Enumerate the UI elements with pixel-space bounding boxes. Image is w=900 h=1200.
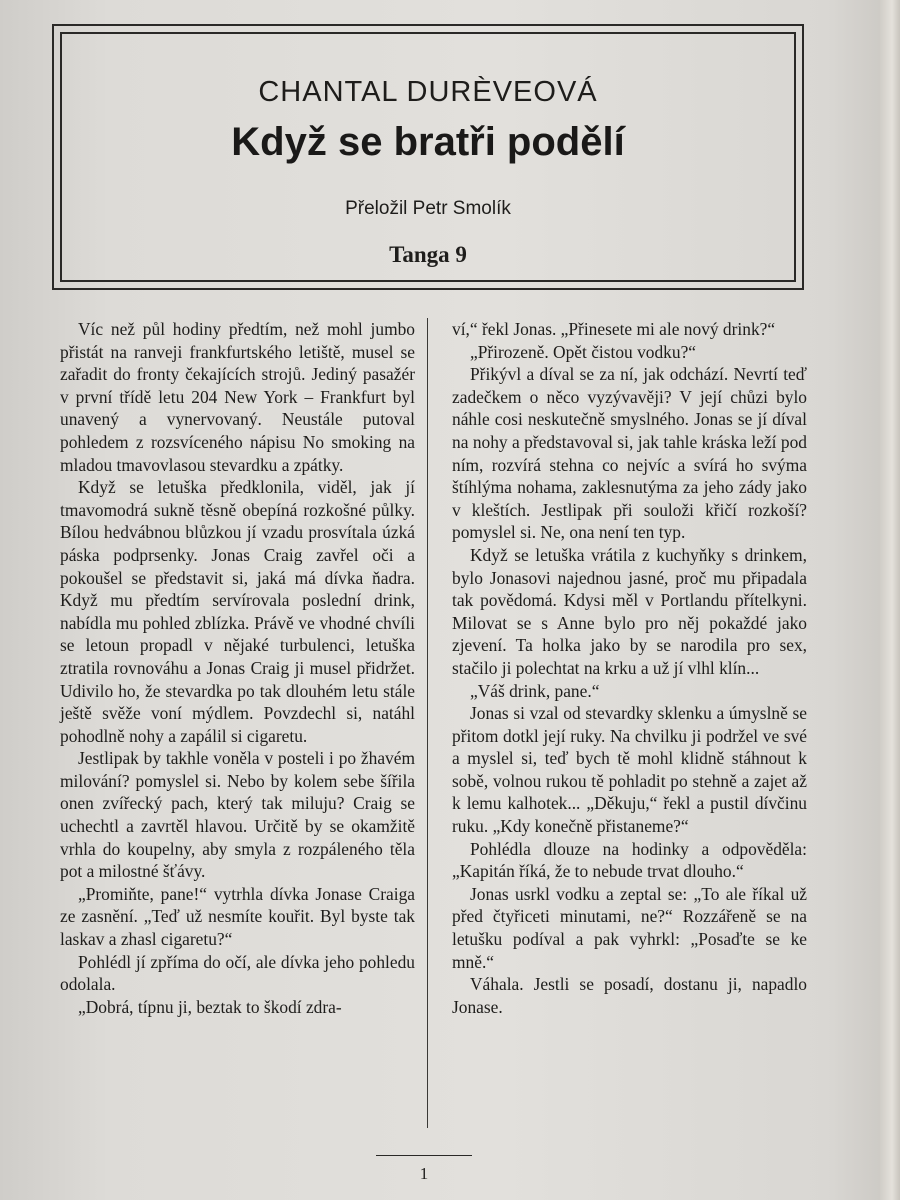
right-column <box>452 318 807 1018</box>
column-divider <box>427 318 428 1128</box>
paragraph: Víc než půl hodiny předtím, než mohl jumbo přistát na ranveji frankfurtského letiště, musel se zařadit do fronty čekajících strojů. Jediný pasažér v první třídě letu 204 New York – Frankfurt byl unavený a vynervovaný. Neustále putoval pohledem z rozsvíceného nápisu No smoking na mladou tmavovlasou stevardku a zpátky. <box>60 319 415 475</box>
left-column <box>60 318 415 1018</box>
paragraph: „Váš drink, pane.“ <box>470 680 600 701</box>
paragraph: Jestlipak by takhle voněla v posteli i po žhavém milování? pomyslel si. Nebo by kolem sebe šířila onen zvířecký pach, který tak miluju? Craig se uchechtl a zavrtěl hlavou. Určitě by se okamžitě vrhla do koupelny, aby smyla z rozpáleného těla pot a milostné šťávy. <box>60 748 415 882</box>
paragraph: „Promiňte, pane!“ vytrhla dívka Jonase Craiga ze zasnění. „Teď už nesmíte kouřit. Byl byste tak laskav a zhasl cigaretu?“ <box>60 883 415 950</box>
translator-credit: Přeložil Petr Smolík <box>345 198 511 219</box>
paragraph: Přikývl a díval se za ní, jak odchází. Nevrtí teď zadečkem o něco vyzývavěji? V její chůzi bylo náhle cosi neskutečně smyslného. Jonas se jí díval na nohy a představoval si, jak tahle kráska leží pod ním, rozvírá stehna co nejvíc a svírá ho svýma štíhlýma nohama, zaklesnutýma za jeho zády jako v kleštích. Jestlipak při souloži křičí rozkoší? pomyslel si. Ne, ona není ten typ. <box>452 364 807 543</box>
paragraph: Pohlédla dlouze na hodinky a odpověděla: „Kapitán říká, že to nebude trvat dlouho.“ <box>452 838 807 882</box>
paragraph: Pohlédl jí zpříma do očí, ale dívka jeho pohledu odolala. <box>60 951 415 995</box>
paragraph: ví,“ řekl Jonas. „Přinesete mi ale nový drink?“ <box>452 319 776 339</box>
title-frame <box>52 24 804 290</box>
paragraph: „Přirozeně. Opět čistou vodku?“ <box>470 341 697 362</box>
author-name: CHANTAL DURÈVEOVÁ <box>258 76 598 108</box>
page-edge <box>880 0 900 1200</box>
title-frame-inner <box>60 32 796 282</box>
paragraph: Jonas si vzal od stevardky sklenku a úmyslně se přitom dotkl její ruky. Na chvilku ji podržel ve své a myslel si, teď bych tě mohl klidně stáhnout k sobě, volnou rukou tě pohladit po stehně a zajet až k lemu kalhotek... „Děkuju,“ řekl a pustil dívčinu ruku. „Kdy konečně přistaneme?“ <box>452 703 807 837</box>
series-label: Tanga 9 <box>389 242 467 267</box>
paragraph: Když se letuška předklonila, viděl, jak jí tmavomodrá sukně těsně obepíná rozkošné půlky. Bílou hedvábnou blůzkou jí vzadu prosvítala úzká páska podprsenky. Jonas Craig zavřel oči a pokoušel se představit si, jaká má dívka ňadra. Když mu předtím servírovala poslední drink, nabídla mu pohled zblízka. Právě ve vhodné chvíli se letoun propadl v nějaké turbulenci, letuška ztratila rovnováhu a Jonas Craig ji musel přidržet. Udivilo ho, že stevardka po tak dlouhém letu stále ještě svěže voní mýdlem. Povzdechl si, natáhl pohodlně nohy a zapálil si cigaretu. <box>60 477 415 746</box>
page-number: 1 <box>419 1164 429 1183</box>
book-title: Když se bratři podělí <box>231 120 625 164</box>
paragraph: Jonas usrkl vodku a zeptal se: „To ale říkal už před čtyřiceti minutami, ne?“ Rozzářeně se na letušku podíval a pak vyhrkl: „Posaďte se ke mně.“ <box>452 883 807 972</box>
paragraph: Váhala. Jestli se posadí, dostanu ji, napadlo Jonase. <box>452 974 807 1017</box>
paragraph: „Dobrá, típnu ji, beztak to škodí zdra- <box>78 996 342 1017</box>
paragraph: Když se letuška vrátila z kuchyňky s drinkem, bylo Jonasovi najednou jasné, proč mu připadala tak povědomá. Kdysi měl v Portlandu přítelkyni. Milovat se s Anne bylo pro něj pokaždé jako zjevení. Ta holka jako by se narodila pro sex, stačilo ji polechtat na krku a už jí vlhl klín... <box>452 544 807 678</box>
footer-rule <box>376 1155 472 1156</box>
